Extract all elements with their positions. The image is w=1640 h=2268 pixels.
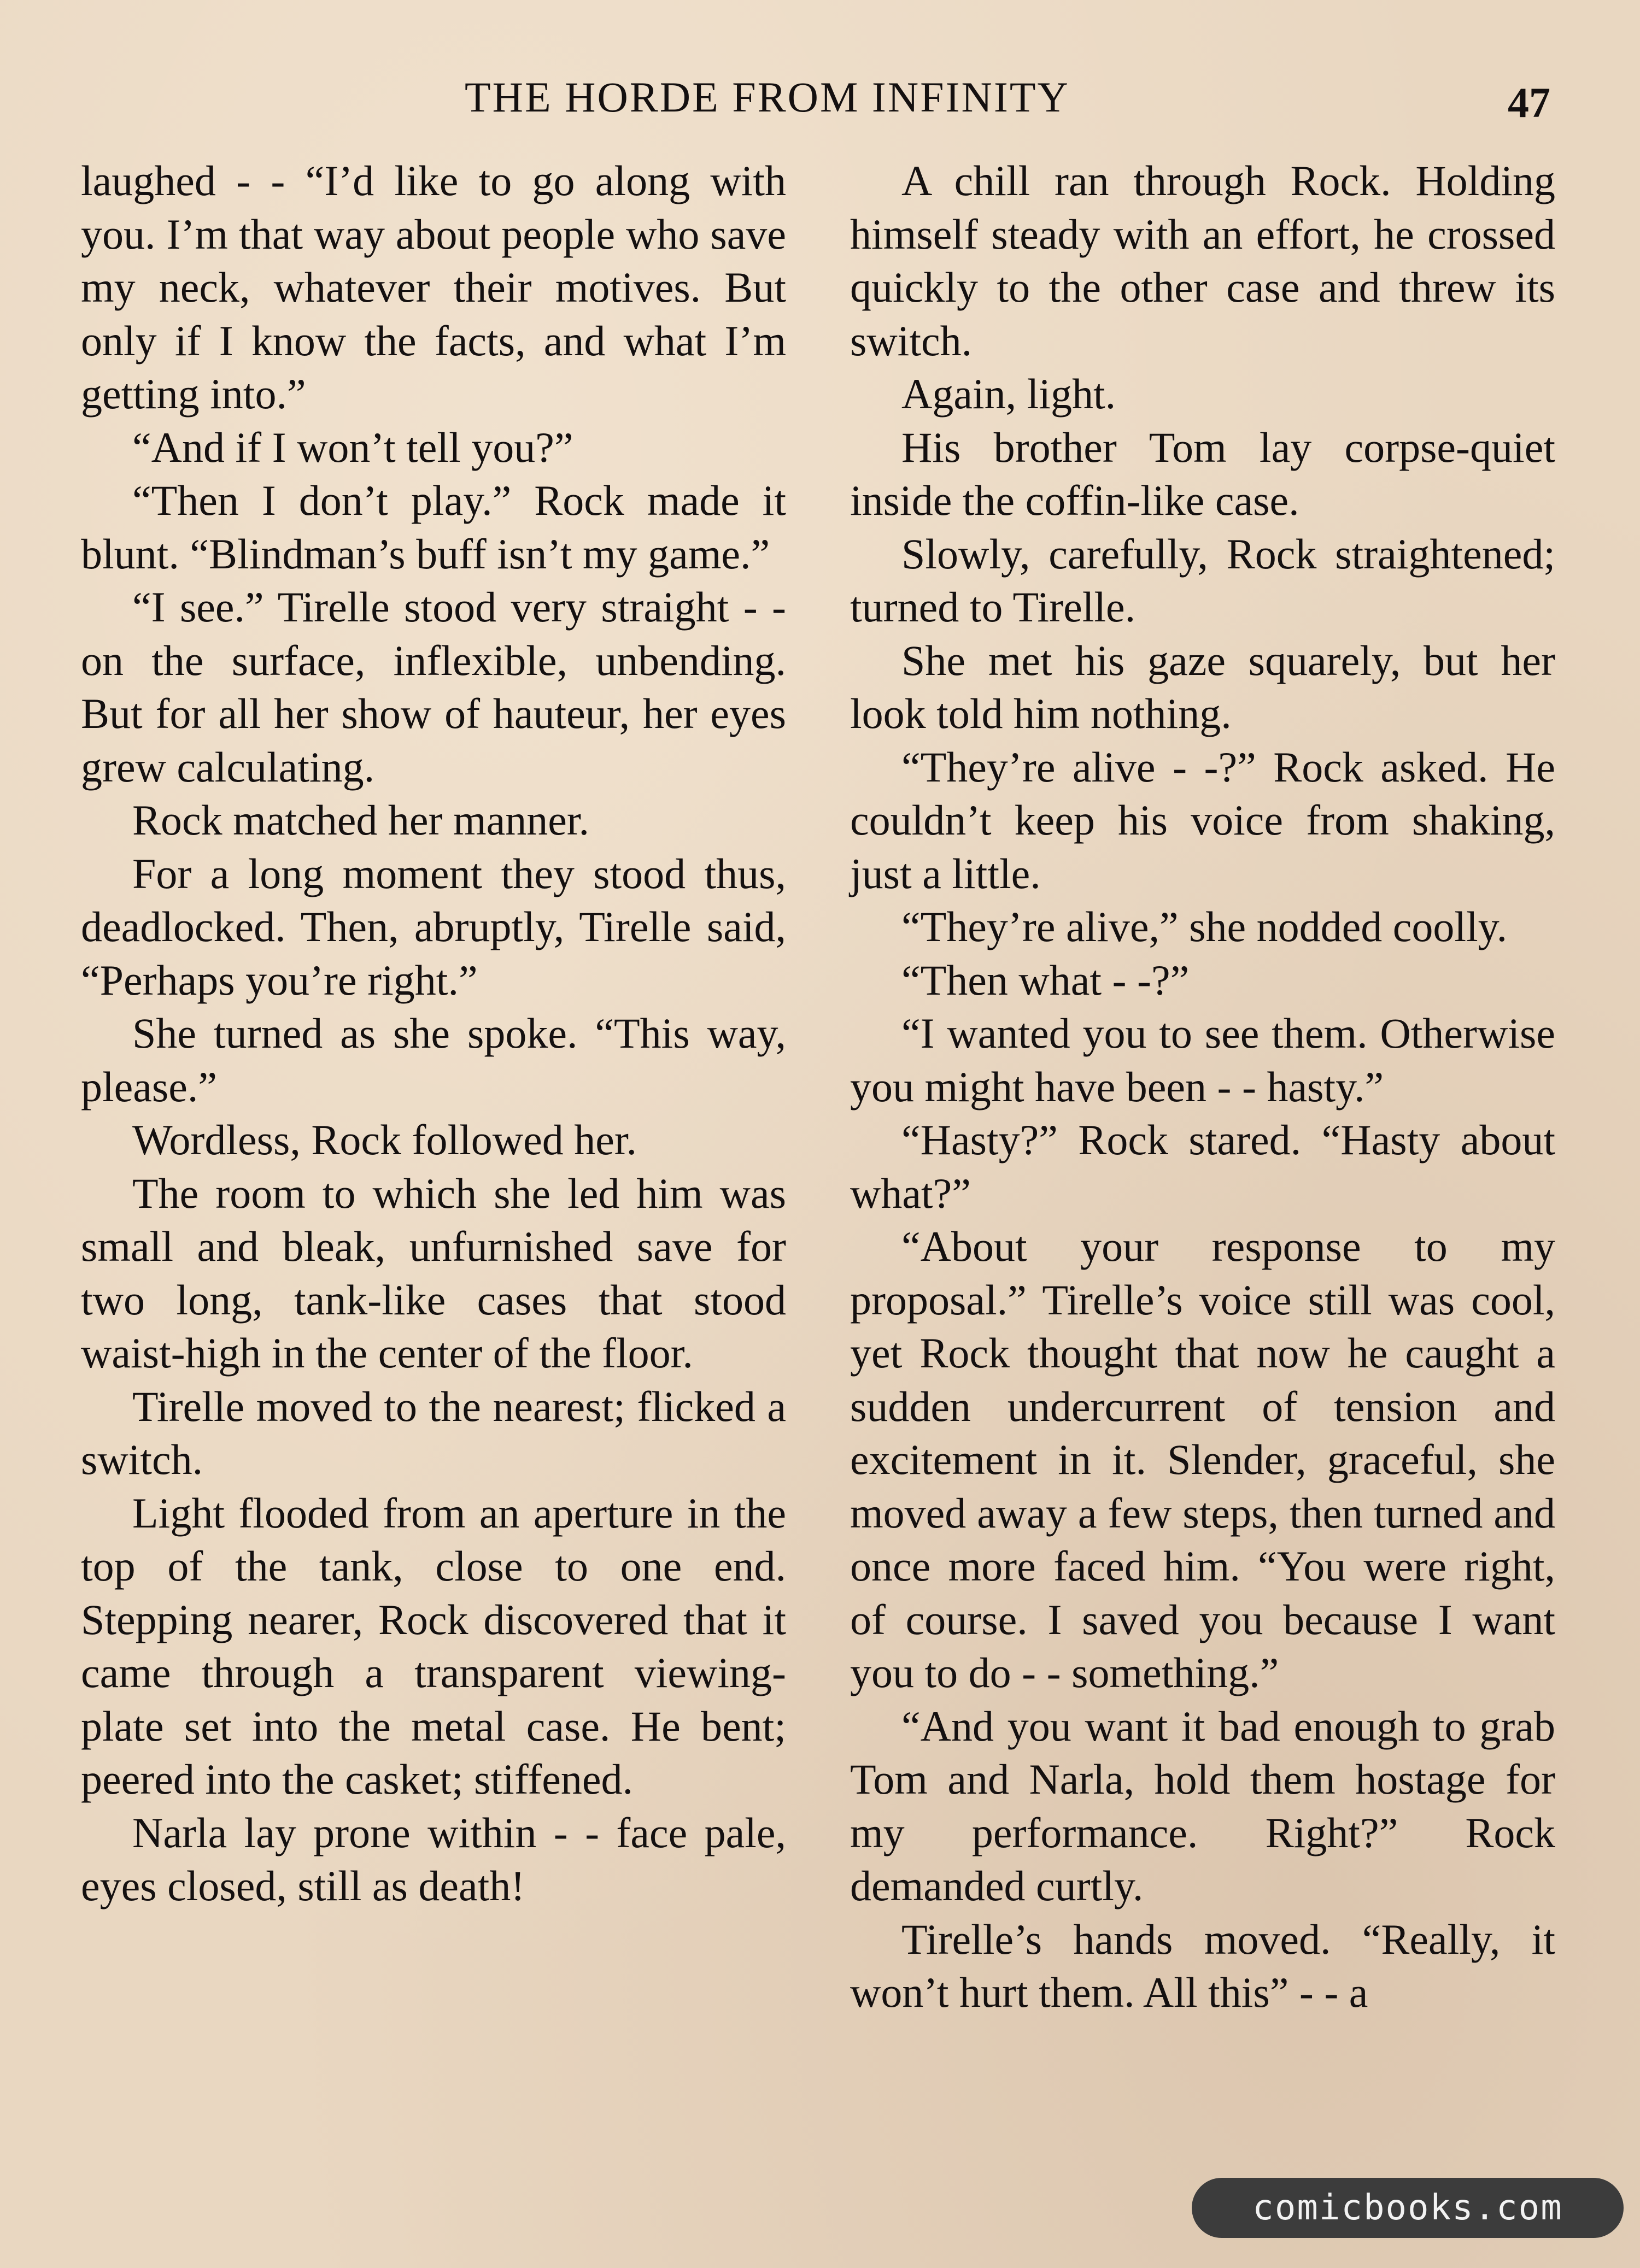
paragraph: “Then what - -?” (901, 956, 1190, 1004)
paragraph: Rock matched her manner. (132, 796, 590, 844)
paragraph: A chill ran through Rock. Holding himself steady with an effort, he crossed quickly to the other case and threw its switch. (850, 157, 1555, 365)
paragraph: She turned as she spoke. “This way, please.” (81, 1009, 786, 1111)
paragraph: “And you want it bad enough to grab Tom and Narla, hold them hostage for my performance. Right?” Rock demanded curtly. (850, 1702, 1555, 1909)
paragraph: Tirelle moved to the nearest; flicked a switch. (81, 1382, 786, 1483)
paragraph: “I wanted you to see them. Otherwise you might have been - - hasty.” (850, 1009, 1555, 1111)
page-number: 47 (1508, 79, 1550, 126)
paragraph: Slowly, carefully, Rock straightened; turned to Tirelle. (850, 530, 1555, 631)
running-head-title: THE HORDE FROM INFINITY (465, 73, 1070, 121)
paragraph: Wordless, Rock followed her. (132, 1116, 637, 1164)
left-column (81, 154, 786, 1913)
paragraph: Again, light. (901, 370, 1116, 418)
running-head (0, 70, 1640, 125)
paragraph: “Hasty?” Rock stared. “Hasty about what?” (850, 1116, 1555, 1217)
watermark-badge: comicbooks.com (1192, 2178, 1624, 2238)
paragraph: “And if I won’t tell you?” (132, 423, 573, 471)
paragraph: Narla lay prone within - - face pale, eyes closed, still as death! (81, 1808, 786, 1909)
paragraph: For a long moment they stood thus, deadlocked. Then, abruptly, Tirelle said, “Perhaps you’re right.” (81, 849, 786, 1004)
paragraph: “Then I don’t play.” Rock made it blunt. “Blindman’s buff isn’t my game.” (81, 477, 786, 578)
paragraph: Tirelle’s hands moved. “Really, it won’t hurt them. All this” - - a (850, 1915, 1555, 2016)
paragraph: His brother Tom lay corpse-quiet inside the coffin-like case. (850, 423, 1555, 524)
paragraph: “They’re alive - -?” Rock asked. He couldn’t keep his voice from shaking, just a little. (850, 743, 1555, 897)
paragraph: Light flooded from an aperture in the top of the tank, close to one end. Stepping nearer, Rock discovered that it came through a transparent viewing-plate set into the metal case. He bent; peered into the casket; stiffened. (81, 1489, 786, 1803)
paragraph: She met his gaze squarely, but her look told him nothing. (850, 636, 1555, 737)
right-column (850, 154, 1555, 2019)
paragraph: “About your response to my proposal.” Tirelle’s voice still was cool, yet Rock thought that now he caught a sudden undercurrent of tension and excitement in it. Slender, graceful, she moved away a few steps, then turned and once more faced him. “You were right, of course. I saved you because I want you to do - - something.” (850, 1223, 1555, 1696)
paragraph: The room to which she led him was small and bleak, unfurnished save for two long, tank-like cases that stood waist-high in the center of the floor. (81, 1169, 786, 1377)
paragraph: “They’re alive,” she nodded coolly. (901, 903, 1508, 950)
paragraph: laughed - - “I’d like to go along with you. I’m that way about people who save my neck, whatever their motives. But only if I know the facts, and what I’m getting into.” (81, 157, 786, 418)
paragraph: “I see.” Tirelle stood very straight - - on the surface, inflexible, unbending. But for all her show of hauteur, her eyes grew calculating. (81, 583, 786, 791)
